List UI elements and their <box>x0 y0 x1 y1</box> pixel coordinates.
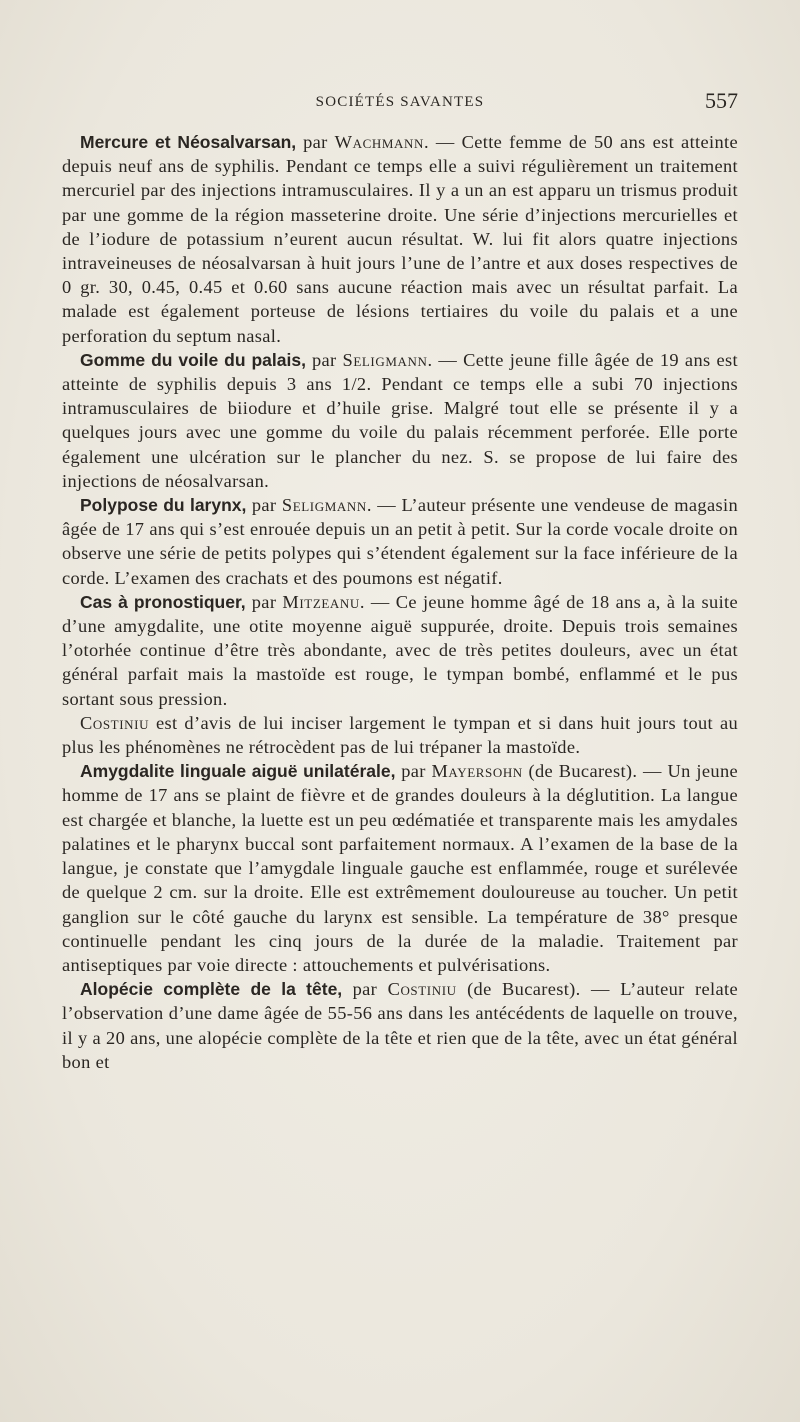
article-text: . — Cette femme de 50 ans est atteinte depuis neuf ans de syphilis. Pendant ce temps elle a suivi régulièrement un traitement mercuriel par des injections intramusculaires. Il y a un an est apparu un trismus produit par une gomme de la région masseterine droite. Une série d’injections mercurielles et de l’iodure de potassium n’eurent aucun résultat. W. lui fit alors quatre injections intraveineuses de néosalvarsan à huit jours l’une de l’antre et aux doses respectives de 0 gr. 30, 0.45, 0.45 et 0.60 sans aucune réaction mais avec un résultat parfait. La malade est également porteuse de lésions tertiaires du voile du palais et a une perforation du septum nasal. <box>62 132 738 346</box>
article-author: Costiniu <box>387 979 457 1000</box>
article-title: Mercure et Néosalvarsan, <box>80 132 297 152</box>
article-title: Amygdalite linguale aiguë unilatérale, <box>80 761 396 782</box>
running-title: SOCIÉTÉS SAVANTES <box>315 94 485 110</box>
article-body <box>62 130 738 1074</box>
article-author: Wachmann <box>334 132 424 152</box>
article-text: . — L’auteur présente une vendeuse de magasin âgée de 17 ans qui s’est enrouée depuis un an petit à petit. Sur la corde vocale droite on observe une série de petits polypes qui s’étendent également sur la face inférieure de la corde. L’examen des crachats et des poumons est négatif. <box>62 495 738 588</box>
article-polypose-larynx: Polypose du larynx, par Seligmann. — L’auteur présente une vendeuse de magasin âgée de 17 ans qui s’est enrouée depuis un an petit à petit. Sur la corde vocale droite on observe une série de petits polypes qui s’étendent également sur la face inférieure de la corde. L’examen des crachats et des poumons est négatif. <box>62 495 738 588</box>
article-text: (de Bucarest). — L’auteur relate l’observation d’une dame âgée de 55-56 ans dans les antécédents de laquelle on trouve, il y a 20 ans, une alopécie complète de la tête et rien que de la tête, avec un état général bon et <box>62 979 738 1072</box>
article-text: . — Cette jeune fille âgée de 19 ans est atteinte de syphilis depuis 3 ans 1/2. Pendant ce temps elle a subi 70 injections intramusculaires de biiodure et d’huile grise. Malgré tout elle se présente il y a quelques jours avec une gomme du voile du palais récemment perforée. Elle porte également une ulcération sur le plancher du nez. S. se propose de lui faire des injections de néosalvarsan. <box>62 349 738 491</box>
article-alopecie: Alopécie complète de la tête, par Costiniu (de Bucarest). — L’auteur relate l’observation d’une dame âgée de 55-56 ans dans les antécédents de laquelle on trouve, il y a 20 ans, une alopécie complète de la tête et rien que de la tête, avec un état général bon et <box>62 979 738 1072</box>
article-text: est d’avis de lui inciser largement le tympan et si dans huit jours tout au plus les phénomènes ne rétrocèdent pas de lui trépaner la mastoïde. <box>62 712 738 758</box>
article-mercure-neosalvarsan: Mercure et Néosalvarsan, par Wachmann. — Cette femme de 50 ans est atteinte depuis neuf ans de syphilis. Pendant ce temps elle a suivi régulièrement un traitement mercuriel par des injections intramusculaires. Il y a un an est apparu un trismus produit par une gomme de la région masseterine droite. Une série d’injections mercurielles et de l’iodure de potassium n’eurent aucun résultat. W. lui fit alors quatre injections intraveineuses de néosalvarsan à huit jours l’une de l’antre et aux doses respectives de 0 gr. 30, 0.45, 0.45 et 0.60 sans aucune réaction mais avec un résultat parfait. La malade est également porteuse de lésions tertiaires du voile du palais et a une perforation du septum nasal. <box>62 132 738 346</box>
article-author: Mayersohn <box>431 761 523 782</box>
article-gomme-voile-palais: Gomme du voile du palais, par Seligmann. — Cette jeune fille âgée de 19 ans est atteinte de syphilis depuis 3 ans 1/2. Pendant ce temps elle a subi 70 injections intramusculaires de biiodure et d’huile grise. Malgré tout elle se présente il y a quelques jours avec une gomme du voile du palais récemment perforée. Elle porte également une ulcération sur le plancher du nez. S. se propose de lui faire des injections de néosalvarsan. <box>62 349 738 491</box>
article-title: Cas à pronostiquer, <box>80 591 246 612</box>
article-text: . — Ce jeune homme âgé de 18 ans a, à la suite d’une amygdalite, une otite moyenne aiguë suppurée, droite. Depuis trois semaines l’otorhée continue d’être très abondante, avec de très petites douleurs, avec un état général parfait mais la mastoïde est rouge, le tympan bombé, enflammé et le pus sortant sous pression. <box>62 591 738 709</box>
article-title: Polypose du larynx, <box>80 495 247 516</box>
article-comment-costiniu <box>62 711 738 759</box>
article-author: Seligmann <box>342 349 428 370</box>
article-author: Costiniu <box>80 712 150 733</box>
article-author: Mitzeanu <box>282 591 360 612</box>
article-title: Alopécie complète de la tête, <box>80 979 343 1000</box>
article-amygdalite-linguale: Amygdalite linguale aiguë unilatérale, par Mayersohn (de Bucarest). — Un jeune homme de 17 ans se plaint de fièvre et de grandes douleurs à la déglutition. La langue est chargée et blanche, la luette est un peu œdématiée et transparente mais les amydales palatines et le pharynx buccal sont parfaitement normaux. A l’examen de la base de la langue, je constate que l’amygdale linguale gauche est enflammée, rouge et surélevée de quelque 2 cm. sur la droite. Elle est extrêmement douloureuse au toucher. Un petit ganglion sur le côté gauche du larynx est sensible. La température de 38° presque continuelle pendant les cinq jours de la durée de la maladie. Traitement par antiseptiques par voie directe : attouchements et pulvérisations. <box>62 761 738 975</box>
article-title: Gomme du voile du palais, <box>80 349 306 370</box>
article-cas-pronostiquer: Cas à pronostiquer, par Mitzeanu. — Ce jeune homme âgé de 18 ans a, à la suite d’une amygdalite, une otite moyenne aiguë suppurée, droite. Depuis trois semaines l’otorhée continue d’être très abondante, avec de très petites douleurs, avec un état général parfait mais la mastoïde est rouge, le tympan bombé, enflammé et le pus sortant sous pression. <box>62 591 738 709</box>
running-head <box>62 88 738 118</box>
page-number: 557 <box>705 88 738 113</box>
article-author: Seligmann <box>281 495 367 516</box>
article-text: (de Bucarest). — Un jeune homme de 17 ans se plaint de fièvre et de grandes douleurs à la déglutition. La langue est chargée et blanche, la luette est un peu œdématiée et transparente mais les amydales palatines et le pharynx buccal sont parfaitement normaux. A l’examen de la base de la langue, je constate que l’amygdale linguale gauche est enflammée, rouge et surélevée de quelque 2 cm. sur la droite. Elle est extrêmement douloureuse au toucher. Un petit ganglion sur le côté gauche du larynx est sensible. La température de 38° presque continuelle pendant les cinq jours de la durée de la maladie. Traitement par antiseptiques par voie directe : attouchements et pulvérisations. <box>62 761 738 975</box>
